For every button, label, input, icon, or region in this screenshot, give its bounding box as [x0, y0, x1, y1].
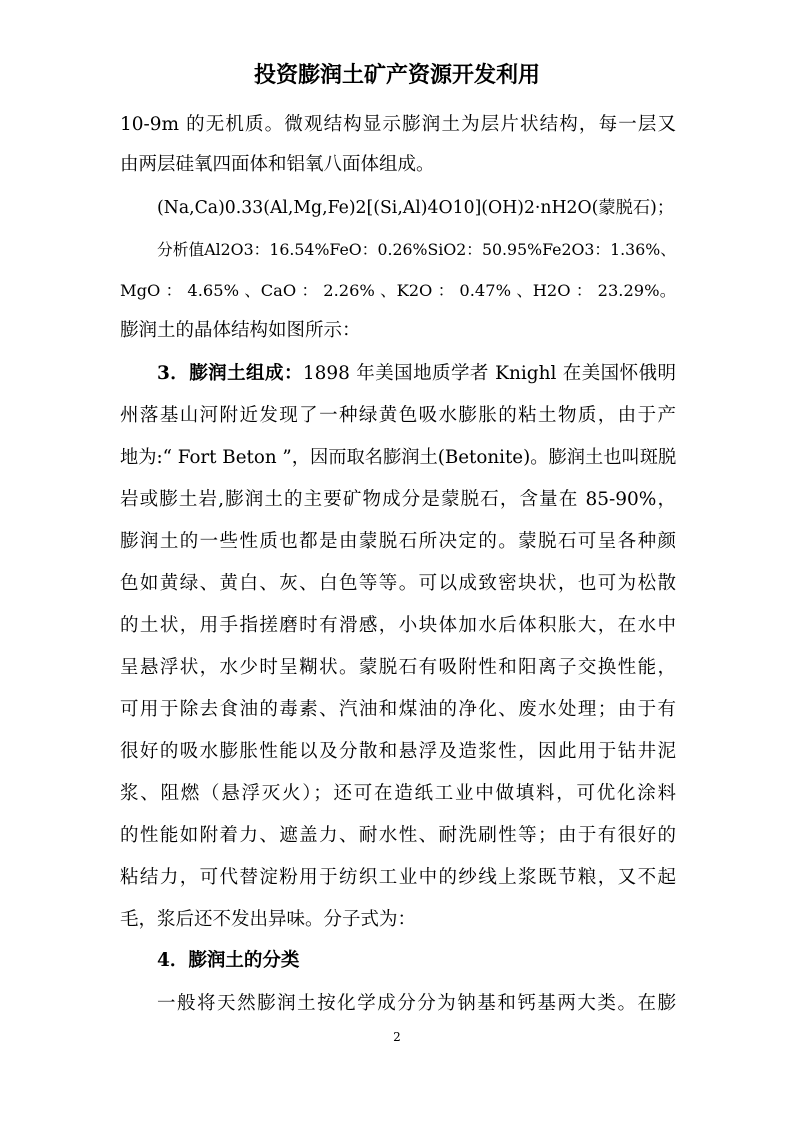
paragraph-line: 呈悬浮状，水少时呈糊状。蒙脱石有吸附性和阳离子交换性能，	[120, 657, 676, 678]
paragraph-line: 毛，浆后还不发出异味。分子式为：	[120, 909, 417, 930]
section-4-heading: 4．膨润土的分类	[157, 950, 300, 971]
paragraph-line: 浆、阻燃（悬浮灭火）；还可在造纸工业中做填料，可优化涂料	[120, 783, 676, 804]
section-3-first-line	[157, 359, 676, 389]
section-3-heading-separator: ：	[283, 363, 303, 384]
paragraph-line: 膨润土的一些性质也都是由蒙脱石所决定的。蒙脱石可呈各种颜	[120, 531, 676, 552]
analysis-line: 分析值Al2O3：16.54%FeO：0.26%SiO2：50.95%Fe2O3：1.36%、	[157, 240, 676, 259]
paragraph-line: 州落基山河附近发现了一种绿黄色吸水膨胀的粘土物质，由于产	[120, 405, 676, 426]
section-3-heading: 3．膨润土组成	[157, 363, 284, 384]
paragraph-line: 的土状，用手指搓磨时有滑感，小块体加水后体积胀大，在水中	[120, 615, 676, 636]
paragraph-line: 色如黄绿、黄白、灰、白色等等。可以成致密块状，也可为松散	[120, 573, 676, 594]
paragraph-line: 由两层硅氧四面体和铝氧八面体组成。	[120, 154, 435, 175]
paragraph-line: 膨润土的晶体结构如图所示：	[120, 320, 361, 341]
paragraph-line: 粘结力，可代替淀粉用于纺织工业中的纱线上浆既节粮，又不起	[120, 867, 676, 888]
analysis-line: MgO ： 4.65% 、CaO ： 2.26% 、K2O ： 0.47% 、H2O ： 23.29%。	[120, 281, 676, 300]
formula-line: (Na,Ca)0.33(Al,Mg,Fe)2[(Si,Al)4O10](OH)2·nH2O(蒙脱石)；	[157, 198, 675, 218]
paragraph-line: 一般将天然膨润土按化学成分分为钠基和钙基两大类。在膨	[157, 993, 676, 1014]
paragraph-line: 很好的吸水膨胀性能以及分散和悬浮及造浆性，因此用于钻井泥	[120, 741, 676, 762]
page-title: 投资膨润土矿产资源开发利用	[253, 62, 540, 88]
paragraph-line: 10-9m 的无机质。微观结构显示膨润土为层片状结构，每一层又	[120, 114, 676, 135]
paragraph-line: 可用于除去食油的毒素、汽油和煤油的净化、废水处理；由于有	[120, 699, 676, 720]
paragraph-line: 地为:“ Fort Beton ”，因而取名膨润土(Betonite)。膨润土也叫斑脱	[120, 447, 677, 468]
paragraph-text: 1898 年美国地质学者 Knighl 在美国怀俄明	[302, 363, 676, 384]
paragraph-line: 岩或膨土岩,膨润土的主要矿物成分是蒙脱石，含量在 85-90%，	[120, 489, 676, 510]
page-number: 2	[393, 1030, 401, 1044]
paragraph-line: 的性能如附着力、遮盖力、耐水性、耐洗刷性等；由于有很好的	[120, 825, 676, 846]
